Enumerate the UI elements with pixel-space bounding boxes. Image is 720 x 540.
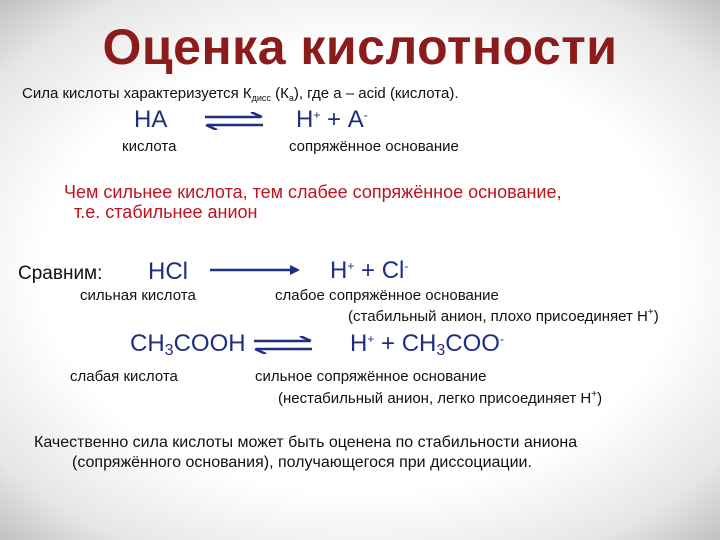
acetic-reactant [130, 330, 246, 360]
equilibrium-arrow-icon [252, 336, 314, 354]
eq1-products [296, 106, 368, 134]
hcl-product-label-2a: (стабильный анион, плохо присоединяет Н [348, 308, 648, 325]
hcl-reactant: HCl [148, 258, 188, 285]
hcl-product-label-2b: ) [653, 308, 659, 325]
eq1-a-charge: - [363, 108, 368, 122]
eq1-h: Н [296, 106, 314, 133]
intro-part-2: (К [270, 85, 289, 102]
intro-sub-1: дисс [251, 93, 271, 103]
hcl-products [330, 257, 408, 285]
acetic-products [350, 330, 504, 360]
rule-line-2: т.е. стабильнее анион [74, 202, 258, 222]
eq1-a: А [347, 106, 364, 133]
hcl-reactant-label: сильная кислота [80, 287, 196, 304]
acetic-r-sub: 3 [164, 342, 174, 359]
hcl-product-label-2 [348, 307, 659, 325]
compare-label: Сравним: [18, 263, 103, 284]
acetic-plus: + [374, 330, 402, 357]
intro-part-3: ), где а – acid (кислота). [293, 85, 459, 102]
acetic-product-label-1: сильное сопряжённое основание [255, 368, 487, 385]
conclusion-line-1: Качественно сила кислоты может быть оценена по стабильности аниона [34, 434, 578, 451]
equilibrium-arrow-icon [203, 112, 265, 130]
acetic-h: H [350, 330, 368, 357]
hcl-cl: Cl [381, 257, 405, 284]
acetic-reactant-label: слабая кислота [70, 368, 178, 385]
acetic-product-label-2sup: + [591, 389, 598, 400]
acetic-anion-charge: - [499, 332, 504, 346]
acetic-p2-sub: 3 [436, 342, 446, 359]
hcl-h-charge: + [347, 259, 355, 273]
intro-text [22, 85, 459, 103]
acetic-h-charge: + [367, 332, 375, 346]
slide-title: Оценка кислотности [102, 19, 618, 75]
acetic-p2b: COO [445, 330, 500, 357]
eq1-plus: + [320, 106, 348, 133]
eq1-reactant-label: кислота [122, 138, 177, 155]
acetic-r2: COOH [173, 330, 246, 357]
hcl-cl-charge: - [404, 259, 409, 273]
hcl-product-label-1: слабое сопряжённое основание [275, 287, 499, 304]
acetic-r1: CH [130, 330, 165, 357]
forward-arrow-icon [208, 263, 302, 277]
hcl-h: H [330, 257, 348, 284]
intro-sub-2: а [288, 93, 294, 103]
conclusion-line-2: (сопряжённого основания), получающегося при диссоциации. [72, 454, 532, 471]
acetic-product-label-2a: (нестабильный анион, легко присоединяет Н [278, 390, 592, 407]
hcl-plus: + [354, 257, 382, 284]
intro-part-1: Сила кислоты характеризуется К [22, 85, 252, 102]
acetic-product-label-2b: ) [597, 390, 603, 407]
acetic-p2a: CH [401, 330, 437, 357]
eq1-h-charge: + [313, 108, 321, 122]
eq1-reactant: НА [134, 106, 168, 133]
eq1-product-label: сопряжённое основание [289, 138, 459, 155]
rule-line-1: Чем сильнее кислота, тем слабее сопряжённое основание, [64, 182, 562, 202]
acetic-product-label-2 [278, 389, 602, 407]
hcl-product-label-2sup: + [647, 307, 654, 318]
